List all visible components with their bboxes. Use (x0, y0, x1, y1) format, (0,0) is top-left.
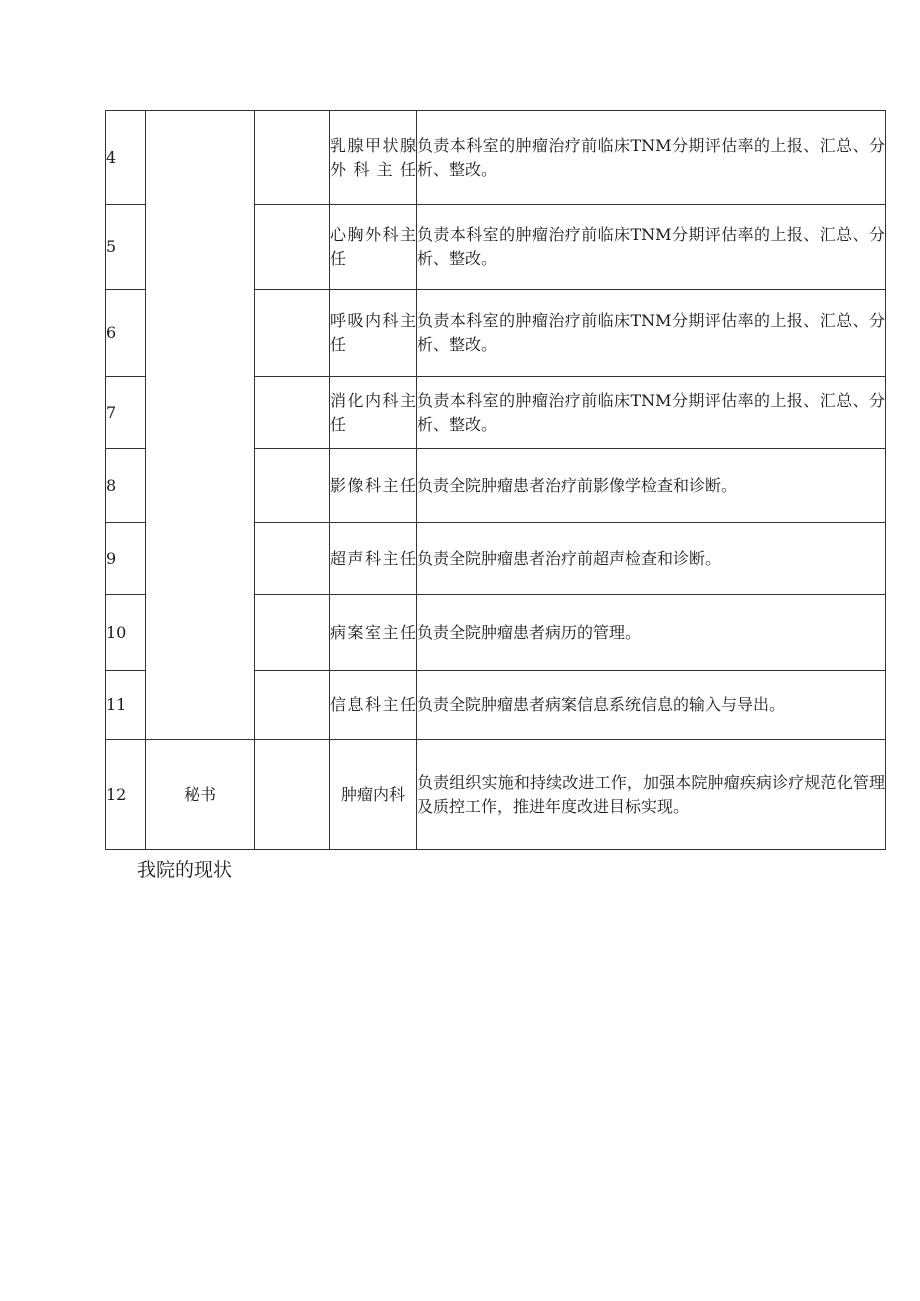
duty-cell: 负责全院肿瘤患者病历的管理。 (417, 595, 886, 671)
empty-cell (255, 523, 330, 595)
department-cell: 病案室主任 (330, 595, 417, 671)
row-number: 10 (106, 595, 146, 671)
empty-cell (255, 449, 330, 523)
department-cell: 乳腺甲状腺外科主任 (330, 111, 417, 205)
section-heading: 我院的现状 (137, 859, 233, 881)
row-number: 8 (106, 449, 146, 523)
empty-cell (255, 671, 330, 740)
duty-cell: 负责全院肿瘤患者病案信息系统信息的输入与导出。 (417, 671, 886, 740)
department-cell: 超声科主任 (330, 523, 417, 595)
duty-cell: 负责本科室的肿瘤治疗前临床TNM分期评估率的上报、汇总、分析、整改。 (417, 205, 886, 290)
department-cell: 信息科主任 (330, 671, 417, 740)
duty-cell: 负责本科室的肿瘤治疗前临床TNM分期评估率的上报、汇总、分析、整改。 (417, 377, 886, 449)
duty-cell: 负责组织实施和持续改进工作，加强本院肿瘤疾病诊疗规范化管理及质控工作，推进年度改进目标实现。 (417, 740, 886, 850)
role-cell: 秘书 (146, 740, 255, 850)
role-cell (146, 111, 255, 740)
row-number: 6 (106, 290, 146, 377)
empty-cell (255, 740, 330, 850)
empty-cell (255, 595, 330, 671)
row-number: 9 (106, 523, 146, 595)
department-cell: 呼吸内科主任 (330, 290, 417, 377)
department-cell: 影像科主任 (330, 449, 417, 523)
duty-cell: 负责全院肿瘤患者治疗前影像学检查和诊断。 (417, 449, 886, 523)
member-duty-table (105, 110, 886, 850)
empty-cell (255, 377, 330, 449)
table-row (106, 740, 886, 850)
department-cell: 心胸外科主任 (330, 205, 417, 290)
empty-cell (255, 205, 330, 290)
duty-cell: 负责本科室的肿瘤治疗前临床TNM分期评估率的上报、汇总、分析、整改。 (417, 111, 886, 205)
row-number: 12 (106, 740, 146, 850)
row-number: 7 (106, 377, 146, 449)
row-number: 4 (106, 111, 146, 205)
row-number: 5 (106, 205, 146, 290)
row-number: 11 (106, 671, 146, 740)
department-cell: 消化内科主任 (330, 377, 417, 449)
empty-cell (255, 111, 330, 205)
duty-cell: 负责本科室的肿瘤治疗前临床TNM分期评估率的上报、汇总、分析、整改。 (417, 290, 886, 377)
table-row (106, 111, 886, 205)
empty-cell (255, 290, 330, 377)
department-cell: 肿瘤内科 (330, 740, 417, 850)
duty-cell: 负责全院肿瘤患者治疗前超声检查和诊断。 (417, 523, 886, 595)
